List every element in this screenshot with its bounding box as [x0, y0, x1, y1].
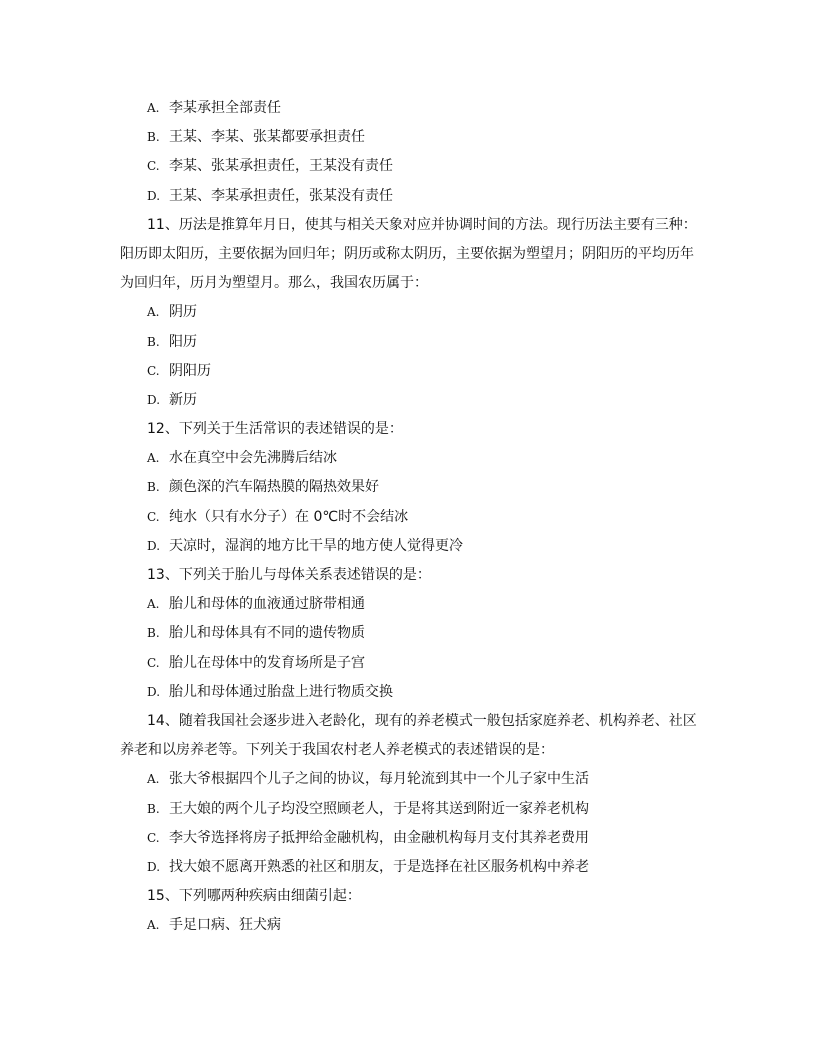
- option-letter: C.: [147, 830, 160, 845]
- option-line: [0, 182, 816, 211]
- option-line: [0, 765, 816, 794]
- option-letter: A.: [147, 918, 160, 933]
- option-letter: B.: [147, 334, 160, 349]
- option-letter: A.: [147, 597, 160, 612]
- option-text: 天凉时，湿润的地方比干旱的地方使人觉得更冷: [169, 537, 463, 554]
- option-line: [0, 795, 816, 824]
- question-11-line: 为回归年，历月为塑望月。那么，我国农历属于：: [120, 275, 428, 292]
- option-line: [0, 357, 816, 386]
- option-text: 王某、李某、张某都要承担责任: [169, 129, 365, 146]
- option-text: 水在真空中会先沸腾后结冰: [169, 450, 337, 467]
- option-line: [0, 503, 816, 532]
- option-text: 李某承担全部责任: [169, 100, 281, 116]
- option-letter: D.: [147, 859, 161, 874]
- option-letter: C.: [147, 655, 160, 670]
- question-14-line: 14、随着我国社会逐步进入老龄化，现有的养老模式一般包括家庭养老、机构养老、社区: [147, 712, 697, 729]
- option-letter: D.: [147, 684, 161, 699]
- option-text: 李大爷选择将房子抵押给金融机构，由金融机构每月支付其养老费用: [169, 829, 589, 846]
- option-line: [0, 853, 816, 882]
- option-letter: D.: [147, 392, 161, 407]
- option-text: 阳历: [169, 333, 197, 350]
- option-text: 新历: [169, 391, 197, 408]
- option-letter: B.: [147, 626, 160, 641]
- option-text: 王某、李某承担责任，张某没有责任: [169, 187, 393, 204]
- option-text: 颜色深的汽车隔热膜的隔热效果好: [169, 479, 379, 496]
- option-letter: C.: [147, 509, 160, 524]
- option-line: [0, 444, 816, 473]
- option-line: [0, 473, 816, 502]
- option-text: 手足口病、狂犬病: [169, 917, 281, 934]
- option-line: [0, 590, 816, 619]
- question-12-line: 12、下列关于生活常识的表述错误的是：: [147, 421, 403, 438]
- option-line: [0, 94, 816, 123]
- option-letter: B.: [147, 801, 160, 816]
- option-line: [0, 678, 816, 707]
- option-line: [0, 298, 816, 327]
- option-line: [0, 532, 816, 561]
- option-letter: D.: [147, 188, 161, 203]
- option-line: [0, 123, 816, 152]
- question-13-line: 13、下列关于胎儿与母体关系表述错误的是：: [147, 567, 431, 583]
- option-line: [0, 619, 816, 648]
- option-text: 张大爷根据四个儿子之间的协议，每月轮流到其中一个儿子家中生活: [169, 771, 589, 788]
- question-11-line: 阳历即太阳历，主要依据为回归年；阴历或称太阴历，主要依据为塑望月；阴阳历的平均历年: [120, 245, 694, 262]
- option-letter: D.: [147, 538, 161, 553]
- option-line: [0, 649, 816, 678]
- option-text: 胎儿和母体的血液通过脐带相通: [169, 596, 365, 613]
- option-text: 李某、张某承担责任，王某没有责任: [169, 158, 393, 175]
- option-letter: B.: [147, 480, 160, 495]
- option-text: 找大娘不愿离开熟悉的社区和朋友，于是选择在社区服务机构中养老: [169, 858, 589, 875]
- question-15-line: 15、下列哪两种疾病由细菌引起：: [147, 888, 361, 905]
- option-letter: A.: [147, 451, 160, 466]
- option-text: 胎儿在母体中的发育场所是子宫: [169, 654, 365, 671]
- option-line: [0, 386, 816, 415]
- option-letter: C.: [147, 363, 160, 378]
- option-letter: A.: [147, 101, 160, 115]
- option-text: 胎儿和母体具有不同的遗传物质: [169, 625, 365, 642]
- option-text: 纯水（只有水分子）在 0℃时不会结冰: [169, 508, 409, 525]
- option-letter: B.: [147, 130, 160, 145]
- option-line: [0, 911, 816, 940]
- question-14-line: 养老和以房养老等。下列关于我国农村老人养老模式的表述错误的是：: [120, 742, 554, 759]
- option-letter: C.: [147, 159, 160, 174]
- option-letter: A.: [147, 772, 160, 787]
- option-text: 阴阳历: [169, 362, 211, 379]
- option-text: 王大娘的两个儿子均没空照顾老人，于是将其送到附近一家养老机构: [169, 800, 589, 817]
- option-line: [0, 152, 816, 181]
- option-line: [0, 328, 816, 357]
- page-content: [0, 94, 816, 940]
- option-line: [0, 824, 816, 853]
- option-text: 阴历: [169, 304, 197, 321]
- option-letter: A.: [147, 305, 160, 320]
- question-11-line: 11、历法是推算年月日，使其与相关天象对应并协调时间的方法。现行历法主要有三种：: [147, 216, 697, 233]
- option-text: 胎儿和母体通过胎盘上进行物质交换: [169, 683, 393, 700]
